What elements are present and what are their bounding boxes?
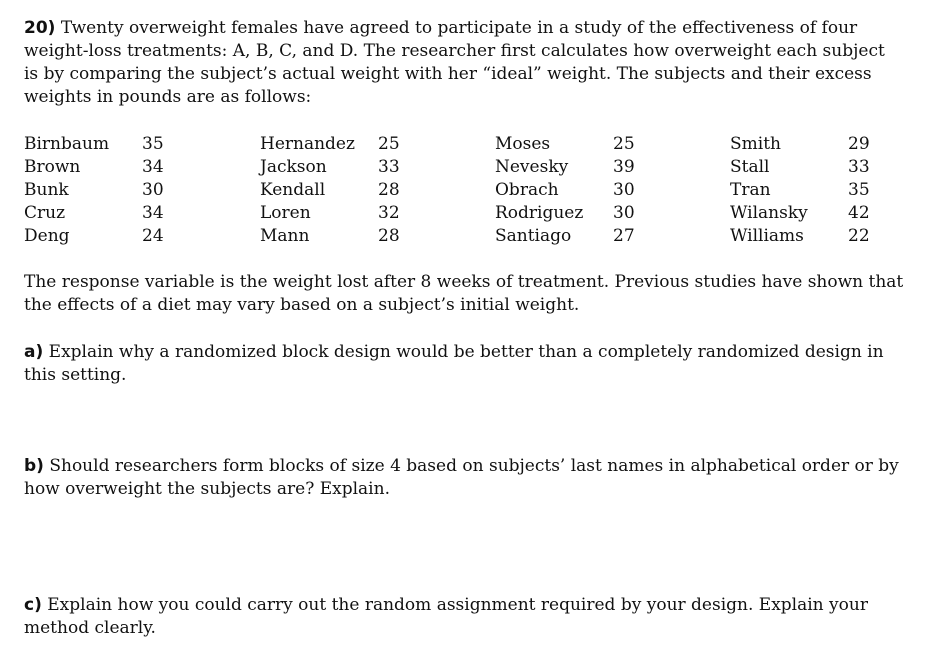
subject-weight: 30: [613, 203, 635, 223]
subject-weight: 28: [378, 180, 400, 200]
question-part-b: [24, 455, 914, 501]
subject-weight: 33: [378, 157, 400, 177]
subject-name: Smith: [730, 134, 781, 154]
subject-weight: 30: [142, 180, 164, 200]
subject-name: Tran: [730, 180, 771, 200]
subject-weight: 42: [848, 203, 870, 223]
subject-weight: 30: [613, 180, 635, 200]
subject-name: Bunk: [24, 180, 69, 200]
subject-weight: 39: [613, 157, 635, 177]
subject-weight: 24: [142, 226, 164, 246]
part-c-text: Explain how you could carry out the random assignment required by your design. Explain your method clearly.: [24, 595, 868, 638]
question-part-a: [24, 341, 914, 387]
subject-weight: 27: [613, 226, 635, 246]
subject-name: Deng: [24, 226, 70, 246]
subject-name: Nevesky: [495, 157, 569, 177]
subject-weight: 34: [142, 203, 164, 223]
subject-name: Hernandez: [260, 134, 355, 154]
subject-name: Cruz: [24, 203, 66, 223]
subject-name: Brown: [24, 157, 81, 177]
subject-name: Stall: [730, 157, 770, 177]
subject-name: Mann: [260, 226, 310, 246]
subject-weight: 32: [378, 203, 400, 223]
response-variable-text: The response variable is the weight lost after 8 weeks of treatment. Previous studies have shown that the effects of a diet may vary based on a subject’s initial weight.: [24, 272, 904, 315]
subject-roster: [0, 133, 937, 251]
subject-weight: 25: [378, 134, 400, 154]
problem-statement: [24, 17, 904, 109]
part-a-text: Explain why a randomized block design would be better than a completely randomized design in this setting.: [24, 342, 884, 385]
subject-weight: 28: [378, 226, 400, 246]
subject-name: Loren: [260, 203, 311, 223]
problem-number: 20): [24, 18, 56, 38]
subject-weight: 34: [142, 157, 164, 177]
part-c-label: c): [24, 595, 42, 615]
subject-name: Kendall: [260, 180, 326, 200]
part-b-label: b): [24, 456, 44, 476]
subject-name: Moses: [495, 134, 551, 154]
subject-name: Obrach: [495, 180, 559, 200]
subject-name: Jackson: [260, 157, 327, 177]
problem-intro-text: Twenty overweight females have agreed to participate in a study of the effectiveness of four weight-loss treatments: A, B, C, and D. The researcher first calculates how overweight each subject is by comparing the subject’s actual weight with her “ideal” weight. The subjects and their excess weights in pounds are as follows:: [24, 18, 885, 107]
subject-weight: 35: [848, 180, 870, 200]
question-part-c: [24, 594, 914, 640]
part-a-label: a): [24, 342, 44, 362]
subject-name: Birnbaum: [24, 134, 110, 154]
subject-weight: 35: [142, 134, 164, 154]
subject-name: Santiago: [495, 226, 572, 246]
subject-name: Rodriguez: [495, 203, 584, 223]
subject-weight: 22: [848, 226, 870, 246]
part-b-text: Should researchers form blocks of size 4 based on subjects’ last names in alphabetical order or by how overweight the subjects are? Explain.: [24, 456, 899, 499]
subject-name: Williams: [730, 226, 804, 246]
subject-weight: 33: [848, 157, 870, 177]
subject-weight: 29: [848, 134, 870, 154]
subject-weight: 25: [613, 134, 635, 154]
subject-name: Wilansky: [730, 203, 808, 223]
